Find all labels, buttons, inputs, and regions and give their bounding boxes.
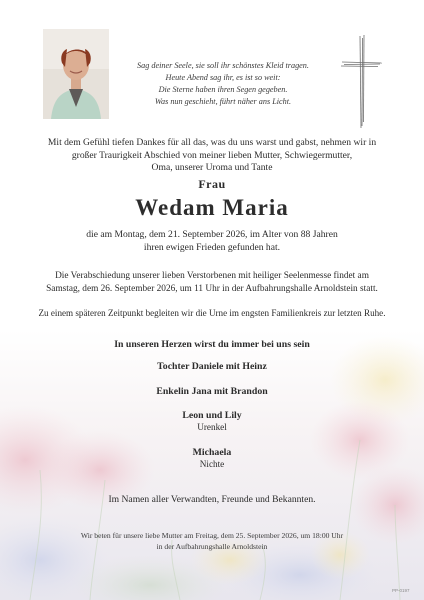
intro-line: Mit dem Gefühl tiefen Dankes für all das, was du uns warst und gabst, nehmen wir in	[47, 137, 377, 148]
prayer-notice	[30, 530, 394, 552]
urn-notice: Zu einem späteren Zeitpunkt begleiten wir die Urne im engsten Familienkreis zur letzten Ruhe.	[38, 308, 386, 318]
family-names: Leon und Lily	[182, 410, 242, 421]
poem-line: Sag deiner Seele, sie soll ihr schönstes Kleid tragen.	[137, 61, 309, 70]
cross-icon	[340, 34, 384, 130]
death-notice	[20, 229, 404, 254]
farewell-line: Die Verabschiedung unserer lieben Verstorbenen mit heiliger Seelenmesse findet am	[55, 271, 369, 281]
reference-code: PP-0197	[392, 588, 410, 593]
portrait-photo	[43, 29, 109, 119]
poem-line: Was nun geschieht, führt näher ans Licht.	[154, 97, 292, 106]
closing-line: Im Namen aller Verwandten, Freunde und Bekannten.	[108, 494, 316, 505]
family-entry	[0, 361, 424, 372]
family-names: Enkelin Jana mit Brandon	[156, 386, 268, 397]
salutation: Frau	[198, 177, 226, 191]
poem	[118, 60, 328, 108]
intro-line: großer Traurigkeit Abschied von meiner lieben Mutter, Schwiegermutter,	[71, 149, 353, 161]
death-line: ihren ewigen Frieden gefunden hat.	[143, 241, 281, 253]
intro-line: Oma, unserer Uroma und Tante	[151, 162, 273, 174]
heart-phrase: In unseren Herzen wirst du immer bei uns sein	[114, 339, 310, 350]
prayer-line: Wir beten für unsere liebe Mutter am Freitag, dem 25. September 2026, um 18:00 Uhr	[80, 531, 344, 540]
death-line: die am Montag, dem 21. September 2026, im Alter von 88 Jahren	[86, 229, 338, 240]
family-entry	[0, 410, 424, 432]
farewell-line: Samstag, dem 26. September 2026, um 11 Uhr in der Aufbahrungshalle Arnoldstein statt.	[46, 283, 378, 294]
prayer-line: in der Aufbahrungshalle Arnoldstein	[156, 542, 268, 551]
deceased-name: Wedam Maria	[135, 195, 289, 220]
family-relation: Urenkel	[197, 422, 227, 432]
intro-text	[20, 137, 404, 175]
family-relation: Nichte	[199, 459, 225, 469]
farewell-notice	[14, 270, 410, 295]
family-entry	[0, 447, 424, 469]
poem-line: Heute Abend sag ihr, es ist so weit:	[165, 73, 281, 82]
family-names: Michaela	[192, 447, 232, 458]
poem-line: Die Sterne haben ihren Segen gegeben.	[158, 85, 288, 94]
family-names: Tochter Daniele mit Heinz	[157, 361, 267, 372]
family-entry	[0, 386, 424, 397]
